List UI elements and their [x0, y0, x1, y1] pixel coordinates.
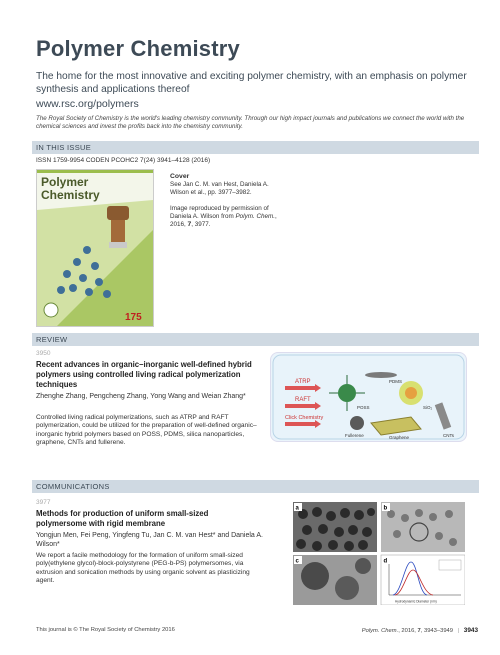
- footer-citation: Polym. Chem., 2016, 7, 3943–3949 | 3943: [361, 627, 478, 634]
- review-page: 3950: [36, 350, 51, 357]
- journal-tagline: The home for the most innovative and exciting polymer chemistry, with an emphasis on polymer synthesis and applications thereof: [36, 71, 467, 95]
- label-poss: POSS: [357, 405, 370, 410]
- footer-page-number: 3943: [463, 627, 478, 634]
- panel-b: b: [383, 505, 388, 512]
- panel-d-xlabel: Hydrodynamic Diameter (nm): [395, 599, 437, 604]
- label-graphene: Graphene: [389, 435, 410, 440]
- in-this-issue-label: IN THIS ISSUE: [36, 143, 92, 152]
- in-this-issue-bar: [32, 141, 479, 154]
- journal-title: Polymer Chemistry: [36, 36, 240, 61]
- communications-label: COMMUNICATIONS: [36, 482, 110, 491]
- cover-mag-number: 175: [125, 312, 142, 323]
- panel-d: d: [383, 558, 388, 565]
- communications-graphic-art: [293, 502, 465, 605]
- footer-copyright: This journal is © The Royal Society of Chemistry 2016: [36, 627, 175, 633]
- label-pdms: PDMS: [389, 379, 403, 384]
- panel-a: a: [295, 505, 299, 512]
- cover-repro: Image reproduced by permission of Daniela A. Wilson from Polym. Chem., 2016, 7, 3977.: [170, 205, 277, 228]
- journal-url[interactable]: www.rsc.org/polymers: [36, 98, 139, 110]
- review-label: REVIEW: [36, 335, 68, 344]
- communications-authors: Yongjun Men, Fei Peng, Yingfeng Tu, Jan C. M. van Hest* and Daniela A. Wilson*: [36, 532, 263, 548]
- communications-abstract: We report a facile methodology for the formation of uniform small-sized poly(ethylene glycol)-block-polystyrene (PEG-b-PS) polymersomes, via extrusion and sonication methods by using organic solvent as plasticizing agent.: [36, 552, 250, 584]
- label-sio2: SiO₂: [423, 405, 433, 410]
- review-graphic[interactable]: [270, 352, 467, 442]
- review-authors: Zhenghe Zhang, Pengcheng Zhang, Yong Wang and Weian Zhang*: [36, 393, 246, 400]
- label-raft: RAFT: [295, 397, 311, 403]
- panel-c: c: [295, 558, 299, 565]
- review-title[interactable]: Recent advances in organic–inorganic well-defined hybrid polymers using controlled living radical polymerization techniques: [36, 360, 252, 389]
- label-cnts: CNTs: [443, 433, 454, 438]
- cover-heading: Cover: [170, 173, 190, 180]
- review-bar: [32, 333, 479, 346]
- communications-bar: [32, 480, 479, 493]
- communications-graphic[interactable]: [293, 502, 465, 605]
- label-click: Click Chemistry: [285, 415, 324, 421]
- cover-artwork: [37, 170, 153, 326]
- cover-mag-title-2: Chemistry: [41, 188, 100, 202]
- cover-image[interactable]: [36, 169, 154, 327]
- communications-title[interactable]: Methods for production of uniform small-sized polymersome with rigid membrane: [36, 509, 209, 528]
- issn-line: ISSN 1759-9954 CODEN PCOHC2 7(24) 3941–4128 (2016): [36, 157, 211, 164]
- cover-see: See Jan C. M. van Hest, Daniela A. Wilson et al., pp. 3977–3982.: [170, 181, 269, 196]
- review-graphic-art: [271, 353, 466, 441]
- label-fullerene: Fullerene: [345, 433, 364, 438]
- cover-description: [170, 173, 280, 229]
- label-atrp: ATRP: [295, 379, 311, 385]
- cover-mag-title-1: Polymer: [41, 175, 89, 189]
- communications-page: 3977: [36, 499, 51, 506]
- review-abstract: Controlled living radical polymerizations, such as ATRP and RAFT polymerization, could be utilized for the preparation of well-defined organic–inorganic hybrid polymers based on POSS, PDMS, silica nanoparticles, graphene, CNTs and fullerene.: [36, 414, 257, 446]
- rsc-statement: The Royal Society of Chemistry is the world's leading chemistry community. Through our high impact journals and publications we connect the world with the chemical sciences and invest the profits back into the chemistry community.: [36, 115, 465, 130]
